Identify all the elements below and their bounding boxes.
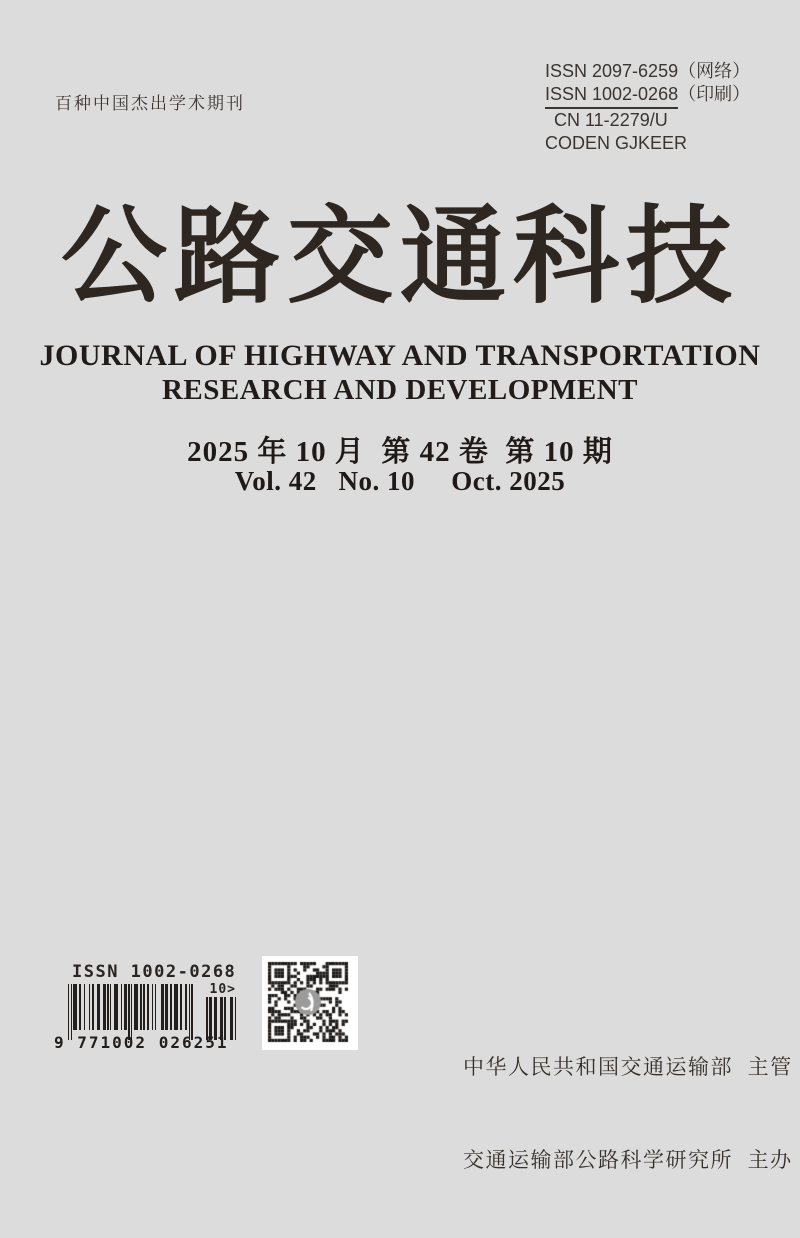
issue-info-chinese: 2025 年 10 月 第 42 卷 第 10 期	[187, 436, 613, 468]
supervisor-line: 中华人民共和国交通运输部 主管	[463, 1056, 793, 1079]
barcode-issn-text: ISSN 1002-0268	[72, 962, 237, 982]
qr-code-canvas	[266, 960, 354, 1046]
issue-info-english: Vol. 42 No. 10 Oct. 2025	[234, 466, 566, 496]
qr-code-icon	[262, 956, 358, 1050]
sponsor-line: 交通运输部公路科学研究所 主办	[463, 1149, 793, 1172]
barcode-digits: 9 771002 026251	[54, 1033, 229, 1052]
coden: CODEN GJKEER	[545, 133, 688, 153]
ean13-barcode-icon	[68, 984, 193, 1040]
barcode-addon	[206, 984, 236, 1040]
issn-print-number: ISSN 1002-0268	[545, 83, 678, 109]
barcode-addon-text: 10>	[209, 982, 236, 997]
journal-title-english-line1: JOURNAL OF HIGHWAY AND TRANSPORTATION	[39, 339, 761, 372]
publisher-block	[463, 990, 793, 1238]
registration-info-block	[545, 60, 750, 155]
journal-title-english-line2: RESEARCH AND DEVELOPMENT	[161, 374, 639, 406]
accolade-text: 百种中国杰出学术期刊	[55, 94, 245, 113]
journal-title-chinese: 公路交通科技	[61, 198, 739, 316]
issn-online: ISSN 2097-6259（网络）	[545, 61, 751, 81]
issn-print	[545, 83, 750, 109]
cn-number: CN 11-2279/U	[554, 110, 668, 130]
issn-print-suffix: （印刷）	[678, 84, 751, 104]
issn-barcode	[54, 962, 253, 1052]
